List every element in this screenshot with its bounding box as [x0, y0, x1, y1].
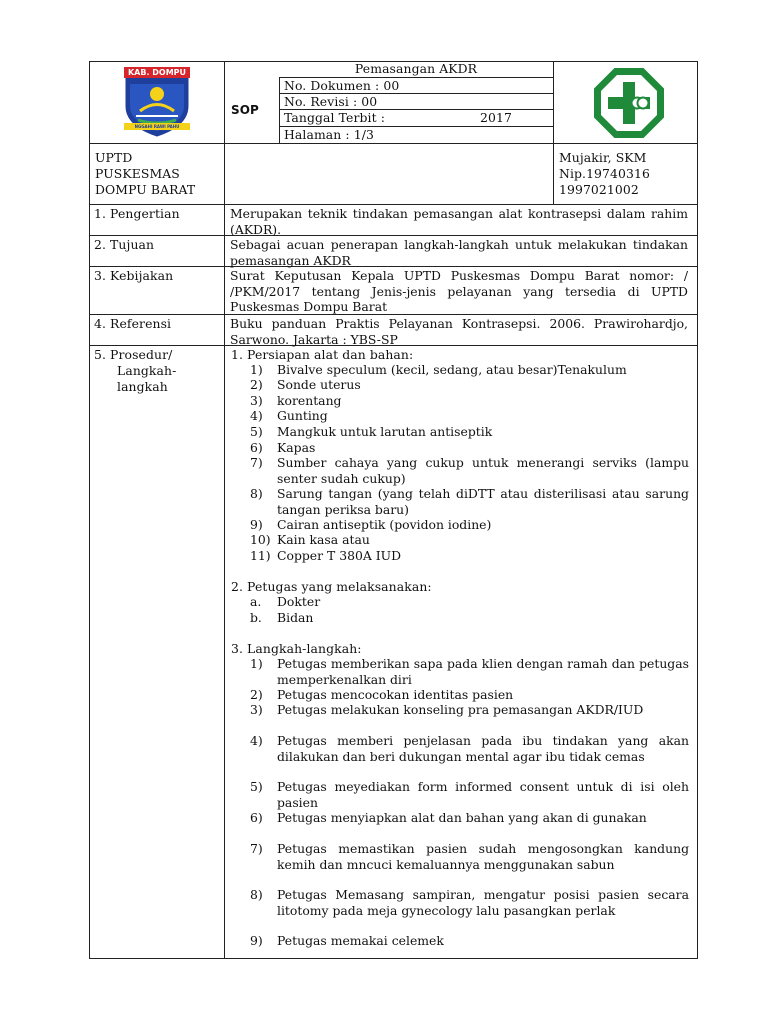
- list-item-number: 4): [250, 733, 263, 748]
- steps-heading: 3. Langkah-langkah:: [231, 641, 362, 656]
- preparation-item: Gunting: [277, 408, 328, 423]
- list-item-number: 4): [250, 408, 263, 423]
- preparation-item: Mangkuk untuk larutan antiseptik: [277, 424, 493, 439]
- puskesmas-logo: [594, 68, 664, 142]
- signer-name: Mujakir, SKM: [559, 150, 647, 165]
- section-label-tujuan: 2. Tujuan: [94, 237, 155, 252]
- list-item-number: 7): [250, 841, 263, 856]
- step-item: Petugas melakukan konseling pra pemasangan AKDR/IUD: [277, 702, 644, 717]
- preparation-item: Kain kasa atau: [277, 532, 370, 547]
- list-item-number: 2): [250, 687, 263, 702]
- preparation-item: korentang: [277, 393, 342, 408]
- step-item: Petugas menyiapkan alat dan bahan yang akan di gunakan: [277, 810, 647, 825]
- section-label-kebijakan: 3. Kebijakan: [94, 268, 174, 283]
- meta-document-number: No. Dokumen : 00: [284, 78, 400, 93]
- list-item-number: 9): [250, 933, 263, 948]
- list-item-number: 7): [250, 455, 263, 470]
- signer-nip: Nip.19740316: [559, 166, 650, 181]
- list-item-letter: a.: [250, 594, 262, 609]
- kabupaten-dompu-emblem: [118, 66, 196, 138]
- list-item-number: 3): [250, 702, 263, 717]
- meta-issue-year: 2017: [480, 110, 512, 125]
- list-item-number: 5): [250, 424, 263, 439]
- meta-revision-number: No. Revisi : 00: [284, 94, 378, 109]
- meta-page-number: Halaman : 1/3: [284, 127, 374, 142]
- region-motto: NGGAHI RAWI PAHU: [134, 124, 180, 129]
- meta-issue-date: Tanggal Terbit :: [284, 110, 385, 125]
- list-item-number: 5): [250, 779, 263, 794]
- list-item-number: 6): [250, 810, 263, 825]
- section-text-kebijakan: Surat Keputusan Kepala UPTD Puskesmas Dompu Barat nomor: / /PKM/2017 tentang Jenis-jenis pelayanan yang tersedia di UPTD Puskesmas Dompu Barat: [230, 268, 688, 314]
- list-item-number: 9): [250, 517, 263, 532]
- staff-heading: 2. Petugas yang melaksanakan:: [231, 579, 432, 594]
- list-item-number: 8): [250, 486, 263, 501]
- list-item-number: 11): [250, 548, 271, 563]
- step-item: Petugas memakai celemek: [277, 933, 444, 948]
- list-item-number: 10): [250, 532, 271, 547]
- org-line-1: UPTD: [95, 150, 133, 165]
- list-item-letter: b.: [250, 610, 262, 625]
- step-item: Petugas mencocokan identitas pasien: [277, 687, 514, 702]
- signer-nip-continued: 1997021002: [559, 182, 639, 197]
- preparation-item: Kapas: [277, 440, 316, 455]
- preparation-heading: 1. Persiapan alat dan bahan:: [231, 347, 414, 362]
- section-text-pengertian: Merupakan teknik tindakan pemasangan alat kontrasepsi dalam rahim (AKDR).: [230, 206, 688, 237]
- preparation-item: Sarung tangan (yang telah diDTT atau disterilisasi atau sarung tangan periksa baru): [277, 486, 689, 517]
- preparation-item: Cairan antiseptik (povidon iodine): [277, 517, 492, 532]
- section-text-tujuan: Sebagai acuan penerapan langkah-langkah untuk melakukan tindakan pemasangan AKDR: [230, 237, 688, 268]
- document-title: Pemasangan AKDR: [354, 61, 478, 76]
- preparation-item: Copper T 380A IUD: [277, 548, 402, 563]
- org-line-2: PUSKESMAS: [95, 166, 180, 181]
- staff-item: Dokter: [277, 594, 321, 609]
- preparation-item: Sonde uterus: [277, 377, 361, 392]
- doc-type-label: SOP: [231, 103, 259, 117]
- step-item: Petugas Memasang sampiran, mengatur posisi pasien secara litotomy pada meja gynecology lalu pasangkan perlak: [277, 887, 689, 918]
- step-item: Petugas memberikan sapa pada klien dengan ramah dan petugas memperkenalkan diri: [277, 656, 689, 687]
- section-label-pengertian: 1. Pengertian: [94, 206, 180, 221]
- step-item: Petugas meyediakan form informed consent untuk di isi oleh pasien: [277, 779, 689, 810]
- list-item-number: 1): [250, 362, 263, 377]
- list-item-number: 8): [250, 887, 263, 902]
- procedure-label-line-1: 5. Prosedur/: [94, 347, 173, 362]
- list-item-number: 6): [250, 440, 263, 455]
- list-item-number: 3): [250, 393, 263, 408]
- step-item: Petugas memastikan pasien sudah mengosongkan kandung kemih dan mncuci kemaluannya menggunakan sabun: [277, 841, 689, 872]
- staff-item: Bidan: [277, 610, 314, 625]
- procedure-label-line-3: langkah: [117, 379, 168, 394]
- procedure-label-line-2: Langkah-: [117, 363, 177, 378]
- section-label-referensi: 4. Referensi: [94, 316, 172, 331]
- preparation-item: Sumber cahaya yang cukup untuk menerangi serviks (lampu senter sudah cukup): [277, 455, 689, 486]
- section-text-referensi: Buku panduan Praktis Pelayanan Kontrasepsi. 2006. Prawirohardjo, Sarwono. Jakarta : YBS-SP: [230, 316, 688, 347]
- preparation-item: Bivalve speculum (kecil, sedang, atau besar)Tenakulum: [277, 362, 627, 377]
- list-item-number: 2): [250, 377, 263, 392]
- list-item-number: 1): [250, 656, 263, 671]
- step-item: Petugas memberi penjelasan pada ibu tindakan yang akan dilakukan dan beri dukungan mental agar ibu tidak cemas: [277, 733, 689, 764]
- region-label: KAB. DOMPU: [124, 67, 190, 78]
- org-line-3: DOMPU BARAT: [95, 182, 196, 197]
